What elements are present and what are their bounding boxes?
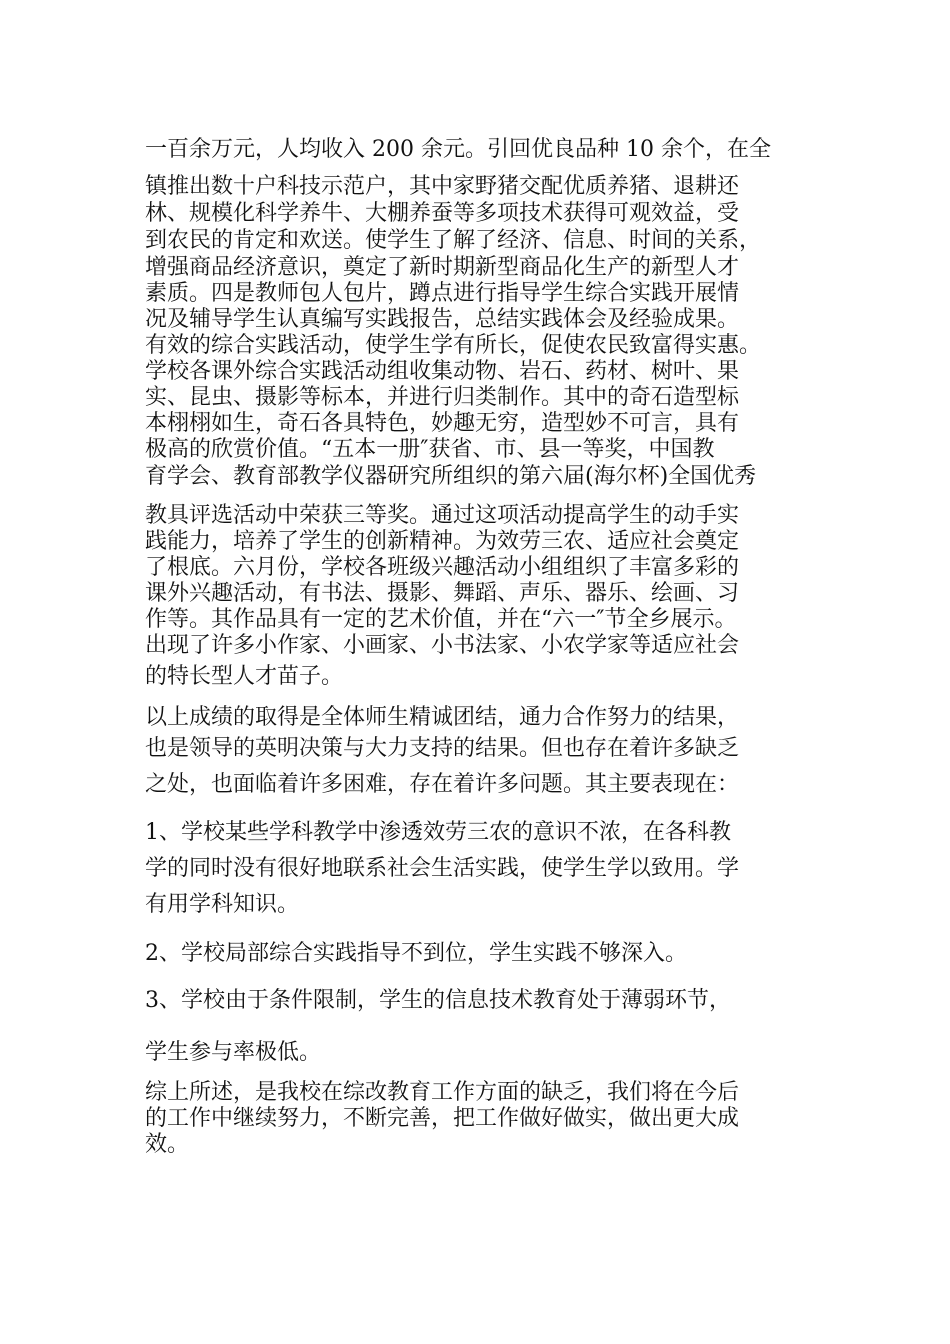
text-line: 学生参与率极低。: [145, 1040, 322, 1065]
text-line: 1、学校某些学科教学中渗透效劳三农的意识不浓，在各科教: [145, 820, 731, 845]
text-line: 课外兴趣活动，有书法、摄影、舞蹈、声乐、器乐、绘画、习: [145, 581, 740, 606]
text-line: 的特长型人才苗子。: [145, 664, 344, 689]
text-line: 增强商品经济意识，奠定了新时期新型商品化生产的新型人才: [145, 255, 740, 280]
text-line: 到农民的肯定和欢送。使学生了解了经济、信息、时间的关系，: [145, 228, 762, 253]
text-line: 学校各课外综合实践活动组收集动物、岩石、药材、树叶、果: [145, 359, 740, 384]
text-line: 之处，也面临着许多困难，存在着许多问题。其主要表现在：: [145, 772, 740, 797]
text-line: 有用学科知识。: [145, 892, 300, 917]
text-line: 林、规模化科学养牛、大棚养蚕等多项技术获得可观效益，受: [145, 201, 740, 226]
text-line: 3、学校由于条件限制，学生的信息技术教育处于薄弱环节，: [145, 988, 731, 1013]
text-line: 镇推出数十户科技示范户，其中家野猪交配优质养猪、退耕还: [145, 174, 740, 199]
text-line: 育学会、教育部教学仪器研究所组织的第六届(海尔杯)全国优秀: [145, 464, 757, 489]
text-line: 出现了许多小作家、小画家、小书法家、小农学家等适应社会: [145, 633, 740, 658]
text-line: 2、学校局部综合实践指导不到位，学生实践不够深入。: [145, 941, 687, 966]
text-line: 作等。其作品具有一定的艺术价值，并在“六一″节全乡展示。: [145, 607, 737, 632]
text-line: 一百余万元，人均收入 200 余元。引回优良品种 10 余个，在全: [145, 137, 771, 162]
text-line: 也是领导的英明决策与大力支持的结果。但也存在着许多缺乏: [145, 736, 740, 761]
text-line: 教具评选活动中荣获三等奖。通过这项活动提高学生的动手实: [145, 503, 740, 528]
text-line: 实、昆虫、摄影等标本，并进行归类制作。其中的奇石造型标: [145, 385, 740, 410]
text-line: 了根底。六月份，学校各班级兴趣活动小组组织了丰富多彩的: [145, 555, 740, 580]
text-line: 以上成绩的取得是全体师生精诚团结，通力合作努力的结果，: [145, 705, 740, 730]
text-line: 综上所述，是我校在综改教育工作方面的缺乏，我们将在今后: [145, 1080, 740, 1105]
text-line: 况及辅导学生认真编写实践报告，总结实践体会及经验成果。: [145, 307, 740, 332]
text-line: 素质。四是教师包人包片，蹲点进行指导学生综合实践开展情: [145, 281, 740, 306]
text-line: 践能力，培养了学生的创新精神。为效劳三农、适应社会奠定: [145, 529, 740, 554]
text-line: 本栩栩如生，奇石各具特色，妙趣无穷，造型妙不可言，具有: [145, 411, 740, 436]
text-line: 学的同时没有很好地联系社会生活实践，使学生学以致用。学: [145, 856, 740, 881]
text-line: 的工作中继续努力，不断完善，把工作做好做实，做出更大成: [145, 1106, 740, 1131]
text-line: 效。: [145, 1132, 190, 1157]
text-line: 极高的欣赏价值。“五本一册″获省、市、县一等奖，中国教: [145, 437, 715, 462]
text-line: 有效的综合实践活动，使学生学有所长，促使农民致富得实惠。: [145, 333, 762, 358]
